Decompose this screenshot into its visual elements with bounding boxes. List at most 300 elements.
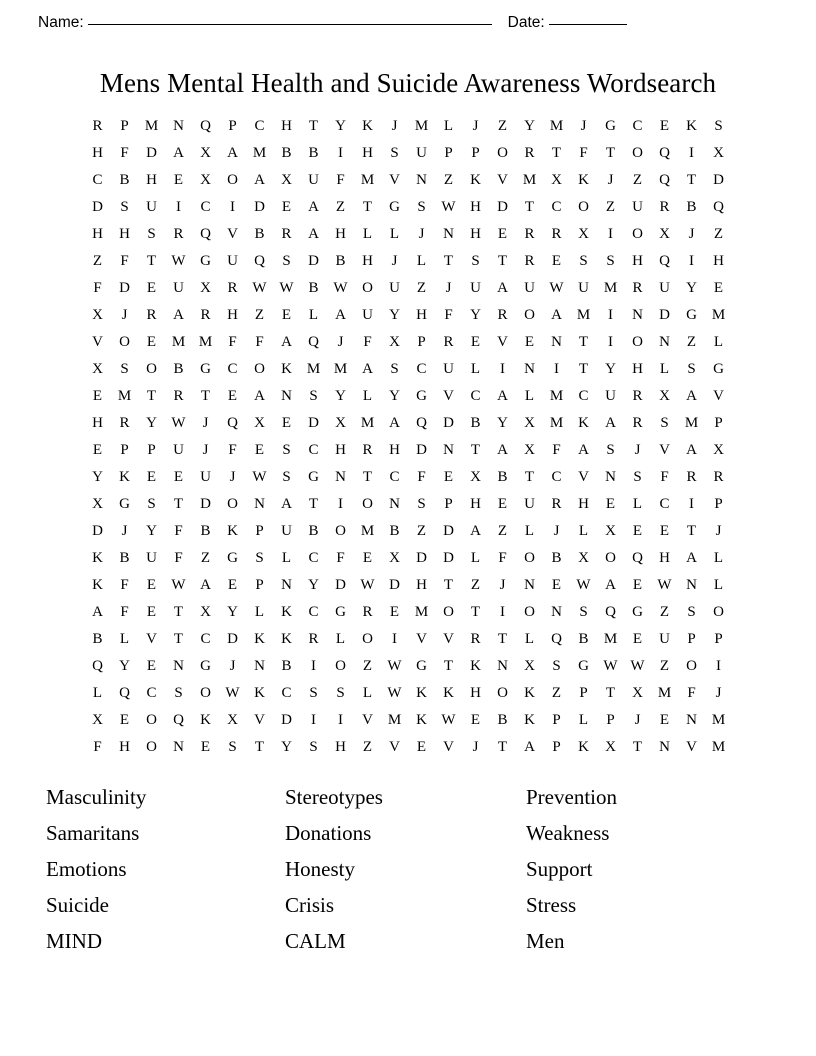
grid-cell[interactable]: P: [417, 334, 426, 350]
grid-cell[interactable]: S: [309, 388, 318, 404]
grid-cell[interactable]: Q: [659, 172, 670, 188]
grid-cell[interactable]: E: [416, 739, 427, 755]
grid-cell[interactable]: Z: [686, 334, 697, 350]
grid-cell[interactable]: D: [200, 496, 211, 512]
grid-cell[interactable]: E: [605, 496, 616, 512]
grid-cell[interactable]: D: [92, 523, 103, 539]
grid-cell[interactable]: E: [119, 712, 130, 728]
grid-cell[interactable]: T: [578, 361, 589, 377]
grid-cell[interactable]: T: [173, 496, 184, 512]
grid-cell[interactable]: E: [146, 658, 157, 674]
grid-cell[interactable]: Q: [308, 334, 319, 350]
grid-cell[interactable]: V: [254, 712, 265, 728]
grid-cell[interactable]: T: [551, 145, 562, 161]
grid-cell[interactable]: L: [362, 226, 373, 242]
grid-cell[interactable]: G: [119, 496, 130, 512]
grid-cell[interactable]: I: [338, 496, 343, 512]
grid-cell[interactable]: Z: [362, 739, 373, 755]
grid-cell[interactable]: S: [552, 658, 561, 674]
grid-cell[interactable]: L: [335, 631, 346, 647]
grid-cell[interactable]: M: [360, 523, 375, 539]
grid-cell[interactable]: Q: [659, 253, 670, 269]
grid-cell[interactable]: B: [308, 145, 319, 161]
grid-cell[interactable]: V: [443, 631, 454, 647]
grid-cell[interactable]: O: [200, 685, 211, 701]
grid-cell[interactable]: N: [443, 226, 454, 242]
grid-cell[interactable]: C: [200, 631, 211, 647]
grid-cell[interactable]: W: [333, 280, 348, 296]
grid-cell[interactable]: V: [146, 631, 157, 647]
grid-cell[interactable]: E: [443, 469, 454, 485]
grid-cell[interactable]: W: [171, 577, 186, 593]
grid-cell[interactable]: Q: [713, 199, 724, 215]
grid-cell[interactable]: J: [391, 253, 398, 269]
grid-cell[interactable]: W: [279, 280, 294, 296]
grid-cell[interactable]: T: [362, 469, 373, 485]
grid-cell[interactable]: A: [281, 334, 292, 350]
grid-cell[interactable]: U: [389, 280, 400, 296]
grid-cell[interactable]: A: [605, 415, 616, 431]
grid-cell[interactable]: S: [417, 199, 426, 215]
grid-cell[interactable]: F: [228, 334, 237, 350]
grid-cell[interactable]: U: [524, 280, 535, 296]
grid-cell[interactable]: A: [281, 496, 292, 512]
grid-cell[interactable]: Y: [389, 307, 400, 323]
grid-cell[interactable]: V: [443, 388, 454, 404]
grid-cell[interactable]: E: [470, 712, 481, 728]
grid-cell[interactable]: S: [390, 145, 399, 161]
grid-cell[interactable]: R: [227, 280, 238, 296]
grid-cell[interactable]: X: [92, 307, 103, 323]
grid-cell[interactable]: V: [389, 739, 400, 755]
grid-cell[interactable]: C: [416, 361, 427, 377]
grid-cell[interactable]: Q: [416, 415, 427, 431]
grid-cell[interactable]: M: [414, 118, 429, 134]
grid-cell[interactable]: E: [497, 226, 508, 242]
grid-cell[interactable]: R: [281, 226, 292, 242]
grid-cell[interactable]: G: [335, 604, 346, 620]
grid-cell[interactable]: M: [576, 307, 591, 323]
grid-cell[interactable]: V: [713, 388, 724, 404]
grid-cell[interactable]: T: [605, 685, 616, 701]
grid-cell[interactable]: O: [335, 523, 346, 539]
grid-cell[interactable]: C: [92, 172, 103, 188]
grid-cell[interactable]: Q: [92, 658, 103, 674]
grid-cell[interactable]: S: [579, 253, 588, 269]
grid-cell[interactable]: R: [200, 307, 211, 323]
grid-cell[interactable]: H: [281, 118, 292, 134]
grid-cell[interactable]: A: [470, 523, 481, 539]
grid-cell[interactable]: M: [549, 118, 564, 134]
grid-cell[interactable]: U: [659, 280, 670, 296]
grid-cell[interactable]: X: [713, 442, 724, 458]
grid-cell[interactable]: I: [500, 361, 505, 377]
grid-cell[interactable]: P: [228, 118, 237, 134]
grid-cell[interactable]: J: [229, 658, 236, 674]
grid-cell[interactable]: M: [603, 631, 618, 647]
grid-cell[interactable]: A: [308, 199, 319, 215]
grid-cell[interactable]: B: [308, 280, 319, 296]
grid-cell[interactable]: Q: [632, 550, 643, 566]
grid-cell[interactable]: I: [608, 307, 613, 323]
grid-cell[interactable]: J: [472, 118, 479, 134]
grid-cell[interactable]: S: [606, 442, 615, 458]
grid-cell[interactable]: U: [308, 172, 319, 188]
grid-cell[interactable]: S: [282, 253, 291, 269]
grid-cell[interactable]: U: [173, 442, 184, 458]
grid-cell[interactable]: C: [632, 118, 643, 134]
grid-cell[interactable]: O: [362, 496, 373, 512]
grid-cell[interactable]: Z: [497, 118, 508, 134]
grid-cell[interactable]: K: [416, 712, 427, 728]
grid-cell[interactable]: I: [176, 199, 181, 215]
grid-cell[interactable]: P: [552, 712, 561, 728]
grid-cell[interactable]: G: [632, 604, 643, 620]
grid-cell[interactable]: U: [173, 280, 184, 296]
grid-cell[interactable]: S: [120, 361, 129, 377]
grid-cell[interactable]: P: [579, 685, 588, 701]
grid-cell[interactable]: A: [497, 280, 508, 296]
grid-cell[interactable]: M: [333, 361, 348, 377]
grid-cell[interactable]: K: [470, 658, 481, 674]
grid-cell[interactable]: X: [713, 145, 724, 161]
grid-cell[interactable]: I: [311, 658, 316, 674]
grid-cell[interactable]: O: [578, 199, 589, 215]
grid-cell[interactable]: F: [660, 469, 669, 485]
grid-cell[interactable]: E: [173, 469, 184, 485]
grid-cell[interactable]: C: [578, 388, 589, 404]
grid-cell[interactable]: Y: [470, 307, 481, 323]
grid-cell[interactable]: S: [228, 739, 237, 755]
grid-cell[interactable]: E: [92, 388, 103, 404]
grid-cell[interactable]: C: [308, 550, 319, 566]
grid-cell[interactable]: J: [202, 415, 209, 431]
grid-cell[interactable]: J: [499, 577, 506, 593]
grid-cell[interactable]: Z: [605, 199, 616, 215]
grid-cell[interactable]: E: [281, 307, 292, 323]
grid-cell[interactable]: S: [147, 496, 156, 512]
grid-cell[interactable]: L: [254, 604, 265, 620]
grid-cell[interactable]: F: [687, 685, 696, 701]
grid-cell[interactable]: N: [497, 658, 508, 674]
grid-cell[interactable]: R: [524, 253, 535, 269]
grid-cell[interactable]: M: [171, 334, 186, 350]
word-list-item[interactable]: Stress: [526, 893, 577, 917]
grid-cell[interactable]: H: [362, 145, 373, 161]
grid-cell[interactable]: W: [441, 712, 456, 728]
grid-cell[interactable]: F: [174, 550, 183, 566]
grid-cell[interactable]: T: [578, 334, 589, 350]
grid-cell[interactable]: L: [524, 631, 535, 647]
grid-cell[interactable]: M: [387, 712, 402, 728]
grid-cell[interactable]: X: [551, 172, 562, 188]
grid-cell[interactable]: B: [686, 199, 697, 215]
grid-cell[interactable]: E: [254, 442, 265, 458]
grid-cell[interactable]: Z: [659, 658, 670, 674]
grid-cell[interactable]: A: [92, 604, 103, 620]
grid-cell[interactable]: K: [254, 631, 265, 647]
grid-cell[interactable]: L: [281, 550, 292, 566]
grid-cell[interactable]: T: [200, 388, 211, 404]
grid-cell[interactable]: N: [659, 739, 670, 755]
grid-cell[interactable]: B: [281, 145, 292, 161]
grid-cell[interactable]: R: [119, 415, 130, 431]
grid-cell[interactable]: C: [659, 496, 670, 512]
grid-cell[interactable]: E: [146, 469, 157, 485]
grid-cell[interactable]: F: [417, 469, 426, 485]
grid-cell[interactable]: E: [200, 739, 211, 755]
grid-cell[interactable]: S: [660, 415, 669, 431]
grid-cell[interactable]: O: [362, 631, 373, 647]
grid-cell[interactable]: W: [576, 577, 591, 593]
grid-cell[interactable]: V: [443, 739, 454, 755]
grid-cell[interactable]: K: [281, 361, 292, 377]
grid-cell[interactable]: J: [715, 523, 722, 539]
grid-cell[interactable]: S: [120, 199, 129, 215]
grid-cell[interactable]: O: [632, 145, 643, 161]
grid-cell[interactable]: L: [524, 523, 535, 539]
grid-cell[interactable]: D: [308, 253, 319, 269]
grid-cell[interactable]: O: [254, 361, 265, 377]
grid-cell[interactable]: K: [200, 712, 211, 728]
grid-cell[interactable]: R: [551, 226, 562, 242]
grid-cell[interactable]: Z: [254, 307, 265, 323]
grid-cell[interactable]: O: [119, 334, 130, 350]
grid-cell[interactable]: X: [281, 172, 292, 188]
grid-cell[interactable]: Q: [200, 226, 211, 242]
grid-cell[interactable]: D: [443, 523, 454, 539]
grid-cell[interactable]: O: [686, 658, 697, 674]
grid-cell[interactable]: F: [498, 550, 507, 566]
grid-cell[interactable]: W: [252, 280, 267, 296]
grid-cell[interactable]: X: [92, 712, 103, 728]
grid-cell[interactable]: H: [632, 253, 643, 269]
grid-cell[interactable]: H: [632, 361, 643, 377]
grid-cell[interactable]: O: [227, 172, 238, 188]
word-list-item[interactable]: Samaritans: [46, 821, 140, 845]
grid-cell[interactable]: F: [93, 280, 102, 296]
grid-cell[interactable]: Z: [497, 523, 508, 539]
grid-cell[interactable]: S: [309, 739, 318, 755]
grid-cell[interactable]: H: [470, 685, 481, 701]
grid-cell[interactable]: H: [659, 550, 670, 566]
grid-cell[interactable]: X: [200, 604, 211, 620]
grid-cell[interactable]: S: [687, 604, 696, 620]
grid-cell[interactable]: T: [362, 199, 373, 215]
grid-cell[interactable]: H: [335, 226, 346, 242]
grid-cell[interactable]: H: [119, 739, 130, 755]
grid-cell[interactable]: E: [146, 604, 157, 620]
grid-cell[interactable]: C: [389, 469, 400, 485]
grid-cell[interactable]: D: [443, 415, 454, 431]
grid-cell[interactable]: B: [281, 658, 292, 674]
grid-cell[interactable]: X: [524, 442, 535, 458]
grid-cell[interactable]: O: [713, 604, 724, 620]
grid-cell[interactable]: S: [471, 253, 480, 269]
grid-cell[interactable]: U: [200, 469, 211, 485]
grid-cell[interactable]: E: [281, 415, 292, 431]
grid-cell[interactable]: J: [472, 739, 479, 755]
grid-cell[interactable]: C: [551, 469, 562, 485]
grid-cell[interactable]: Z: [416, 280, 427, 296]
grid-cell[interactable]: A: [524, 739, 535, 755]
grid-cell[interactable]: F: [552, 442, 561, 458]
grid-cell[interactable]: T: [605, 145, 616, 161]
grid-cell[interactable]: Y: [497, 415, 508, 431]
grid-cell[interactable]: D: [227, 631, 238, 647]
grid-cell[interactable]: W: [387, 685, 402, 701]
grid-cell[interactable]: Y: [335, 388, 346, 404]
grid-cell[interactable]: F: [363, 334, 372, 350]
word-list-item[interactable]: Men: [526, 929, 565, 953]
grid-cell[interactable]: K: [524, 685, 535, 701]
grid-cell[interactable]: M: [711, 307, 726, 323]
grid-cell[interactable]: U: [659, 631, 670, 647]
grid-cell[interactable]: N: [524, 361, 535, 377]
grid-cell[interactable]: K: [281, 604, 292, 620]
grid-cell[interactable]: T: [524, 199, 535, 215]
grid-cell[interactable]: L: [443, 118, 454, 134]
grid-cell[interactable]: R: [146, 307, 157, 323]
grid-cell[interactable]: S: [336, 685, 345, 701]
grid-cell[interactable]: P: [471, 145, 480, 161]
grid-cell[interactable]: T: [632, 739, 643, 755]
grid-cell[interactable]: U: [146, 550, 157, 566]
grid-cell[interactable]: C: [281, 685, 292, 701]
grid-cell[interactable]: A: [497, 442, 508, 458]
grid-cell[interactable]: S: [714, 118, 723, 134]
grid-cell[interactable]: A: [173, 145, 184, 161]
grid-cell[interactable]: M: [711, 712, 726, 728]
grid-cell[interactable]: A: [605, 577, 616, 593]
word-list-item[interactable]: Masculinity: [46, 785, 147, 809]
grid-cell[interactable]: J: [634, 442, 641, 458]
grid-cell[interactable]: B: [497, 469, 508, 485]
grid-cell[interactable]: C: [146, 685, 157, 701]
grid-cell[interactable]: M: [252, 145, 267, 161]
grid-cell[interactable]: E: [632, 577, 643, 593]
grid-cell[interactable]: S: [417, 496, 426, 512]
word-list-item[interactable]: Support: [526, 857, 593, 881]
grid-cell[interactable]: A: [254, 172, 265, 188]
grid-cell[interactable]: F: [174, 523, 183, 539]
grid-cell[interactable]: I: [392, 631, 397, 647]
grid-cell[interactable]: B: [119, 172, 130, 188]
grid-cell[interactable]: S: [633, 469, 642, 485]
grid-cell[interactable]: B: [389, 523, 400, 539]
grid-cell[interactable]: J: [121, 307, 128, 323]
grid-cell[interactable]: J: [634, 712, 641, 728]
grid-cell[interactable]: X: [200, 172, 211, 188]
grid-cell[interactable]: J: [121, 523, 128, 539]
grid-cell[interactable]: C: [227, 361, 238, 377]
grid-cell[interactable]: M: [360, 172, 375, 188]
grid-cell[interactable]: T: [146, 253, 157, 269]
grid-cell[interactable]: T: [443, 253, 454, 269]
grid-cell[interactable]: T: [146, 388, 157, 404]
word-list-item[interactable]: Crisis: [285, 893, 335, 917]
grid-cell[interactable]: O: [146, 361, 157, 377]
grid-cell[interactable]: O: [146, 739, 157, 755]
grid-cell[interactable]: Y: [605, 361, 616, 377]
grid-cell[interactable]: U: [227, 253, 238, 269]
grid-cell[interactable]: J: [580, 118, 587, 134]
grid-cell[interactable]: V: [578, 469, 589, 485]
grid-cell[interactable]: Y: [686, 280, 697, 296]
grid-cell[interactable]: N: [173, 739, 184, 755]
grid-cell[interactable]: L: [713, 577, 724, 593]
grid-cell[interactable]: H: [335, 739, 346, 755]
grid-cell[interactable]: V: [497, 172, 508, 188]
name-write-line[interactable]: [88, 23, 492, 25]
grid-cell[interactable]: T: [497, 631, 508, 647]
grid-cell[interactable]: N: [389, 496, 400, 512]
grid-cell[interactable]: Z: [659, 604, 670, 620]
grid-cell[interactable]: Y: [146, 415, 157, 431]
grid-cell[interactable]: O: [335, 658, 346, 674]
grid-cell[interactable]: V: [227, 226, 238, 242]
grid-cell[interactable]: H: [119, 226, 130, 242]
grid-cell[interactable]: N: [659, 334, 670, 350]
grid-cell[interactable]: E: [713, 280, 724, 296]
grid-cell[interactable]: O: [524, 307, 535, 323]
grid-cell[interactable]: P: [444, 496, 453, 512]
grid-cell[interactable]: Y: [146, 523, 157, 539]
grid-cell[interactable]: B: [578, 631, 589, 647]
grid-cell[interactable]: J: [202, 442, 209, 458]
grid-cell[interactable]: E: [551, 253, 562, 269]
grid-cell[interactable]: X: [578, 550, 589, 566]
grid-cell[interactable]: X: [632, 685, 643, 701]
grid-cell[interactable]: I: [689, 253, 694, 269]
grid-cell[interactable]: L: [416, 253, 427, 269]
grid-cell[interactable]: E: [173, 172, 184, 188]
word-list-item[interactable]: Honesty: [285, 857, 355, 881]
grid-cell[interactable]: C: [308, 604, 319, 620]
grid-cell[interactable]: U: [362, 307, 373, 323]
grid-cell[interactable]: N: [173, 658, 184, 674]
grid-cell[interactable]: V: [686, 739, 697, 755]
grid-cell[interactable]: R: [524, 226, 535, 242]
grid-cell[interactable]: M: [306, 361, 321, 377]
grid-cell[interactable]: T: [524, 469, 535, 485]
grid-cell[interactable]: E: [146, 280, 157, 296]
grid-cell[interactable]: Q: [254, 253, 265, 269]
grid-cell[interactable]: Y: [281, 739, 292, 755]
grid-cell[interactable]: Z: [551, 685, 562, 701]
grid-cell[interactable]: P: [714, 415, 723, 431]
grid-cell[interactable]: M: [684, 415, 699, 431]
grid-cell[interactable]: Q: [119, 685, 130, 701]
grid-cell[interactable]: L: [362, 685, 373, 701]
grid-cell[interactable]: Q: [551, 631, 562, 647]
grid-cell[interactable]: V: [389, 172, 400, 188]
grid-cell[interactable]: K: [281, 631, 292, 647]
grid-cell[interactable]: F: [336, 550, 345, 566]
grid-cell[interactable]: S: [174, 685, 183, 701]
grid-cell[interactable]: N: [173, 118, 184, 134]
grid-cell[interactable]: S: [282, 442, 291, 458]
grid-cell[interactable]: J: [337, 334, 344, 350]
grid-cell[interactable]: Z: [362, 658, 373, 674]
grid-cell[interactable]: J: [391, 118, 398, 134]
grid-cell[interactable]: X: [605, 739, 616, 755]
grid-cell[interactable]: K: [254, 685, 265, 701]
grid-cell[interactable]: C: [308, 442, 319, 458]
grid-cell[interactable]: Z: [416, 523, 427, 539]
grid-cell[interactable]: W: [171, 415, 186, 431]
grid-cell[interactable]: G: [308, 469, 319, 485]
